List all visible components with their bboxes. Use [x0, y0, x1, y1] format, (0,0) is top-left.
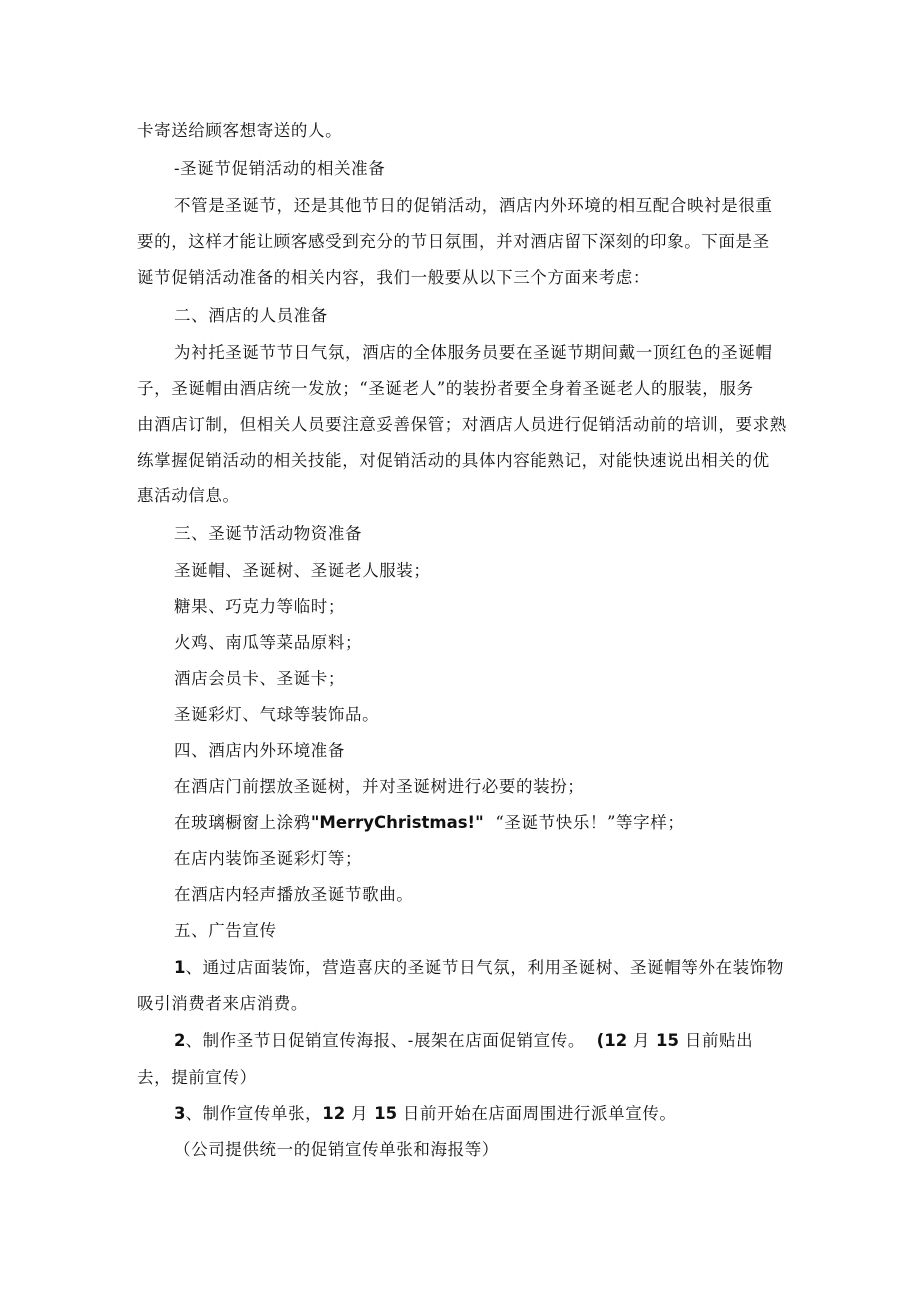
section-heading-staff: 二、酒店的人员准备	[174, 306, 328, 325]
text-segment: 、通过店面装饰，营造喜庆的圣诞节日气氛，利用圣诞树、圣诞帽等外在装饰物	[185, 958, 784, 977]
text-segment: 日前开始在店面周围进行派单宣传。	[402, 1104, 677, 1123]
paragraph-line: 练掌握促销活动的相关技能，对促销活动的具体内容能熟记，对能快速说出相关的优	[137, 451, 770, 470]
paragraph-line: 为衬托圣诞节节日气氛，酒店的全体服务员要在圣诞节期间戴一顶红色的圣诞帽	[174, 343, 773, 362]
paragraph-line: 要的，这样才能让顾客感受到充分的节日氛围，并对酒店留下深刻的印象。下面是圣	[137, 232, 770, 251]
item-number: 1	[174, 958, 186, 977]
list-item	[174, 813, 684, 833]
list-item: 火鸡、南瓜等菜品原料；	[174, 633, 363, 652]
text-segment: 月	[633, 1031, 651, 1050]
text-segment: 、制作宣传单张，	[185, 1104, 323, 1123]
list-item: 酒店会员卡、圣诞卡；	[174, 669, 345, 688]
list-item: 糖果、巧克力等临时；	[174, 597, 345, 616]
list-item: 在酒店内轻声播放圣诞节歌曲。	[174, 885, 414, 904]
paragraph-line: 不管是圣诞节，还是其他节日的促销活动，酒店内外环境的相互配合映衬是很重	[174, 196, 773, 215]
bold-text-segment: (12	[596, 1031, 628, 1050]
text-segment: 在玻璃橱窗上涂鸦	[174, 813, 311, 832]
bold-text-segment: 15	[656, 1031, 679, 1050]
item-number: 3	[174, 1104, 186, 1123]
bold-text-segment: "MerryChristmas!"	[310, 813, 484, 832]
paragraph-line: 惠活动信息。	[137, 486, 240, 505]
paragraph-line: 卡寄送给顾客想寄送的人。	[137, 121, 343, 140]
paragraph-line	[174, 958, 784, 978]
bold-text-segment: 15	[374, 1104, 398, 1123]
list-item: 在店内装饰圣诞彩灯等；	[174, 849, 363, 868]
text-segment: 月	[351, 1104, 369, 1123]
section-heading-preparation: -圣诞节促销活动的相关准备	[174, 159, 386, 178]
paragraph-line: 去，提前宣传）	[137, 1068, 257, 1087]
text-segment: 日前贴出	[684, 1031, 754, 1050]
text-segment: “圣诞节快乐！”等字样；	[495, 813, 685, 832]
section-heading-materials: 三、圣诞节活动物资准备	[174, 524, 363, 543]
item-number: 2	[174, 1031, 186, 1050]
paragraph-line	[174, 1031, 753, 1051]
paragraph-line	[174, 1104, 677, 1124]
paragraph-line: 由酒店订制，但相关人员要注意妥善保管；对酒店人员进行促销活动前的培训，要求熟	[137, 415, 787, 434]
paragraph-line: （公司提供统一的促销宣传单张和海报等）	[174, 1140, 499, 1159]
bold-text-segment: 12	[322, 1104, 346, 1123]
paragraph-line: 诞节促销活动准备的相关内容，我们一般要从以下三个方面来考虑：	[137, 268, 650, 287]
text-segment: 、制作圣节日促销宣传海报、-展架在店面促销宣传。	[185, 1031, 585, 1050]
paragraph-line: 吸引消费者来店消费。	[137, 994, 308, 1013]
list-item: 圣诞彩灯、气球等装饰品。	[174, 705, 380, 724]
list-item: 圣诞帽、圣诞树、圣诞老人服装；	[174, 561, 431, 580]
section-heading-environment: 四、酒店内外环境准备	[174, 741, 345, 760]
section-heading-advertising: 五、广告宣传	[174, 921, 277, 940]
list-item: 在酒店门前摆放圣诞树，并对圣诞树进行必要的装扮；	[174, 777, 585, 796]
paragraph-line: 子，圣诞帽由酒店统一发放；“圣诞老人”的装扮者要全身着圣诞老人的服装，服务	[137, 379, 754, 398]
